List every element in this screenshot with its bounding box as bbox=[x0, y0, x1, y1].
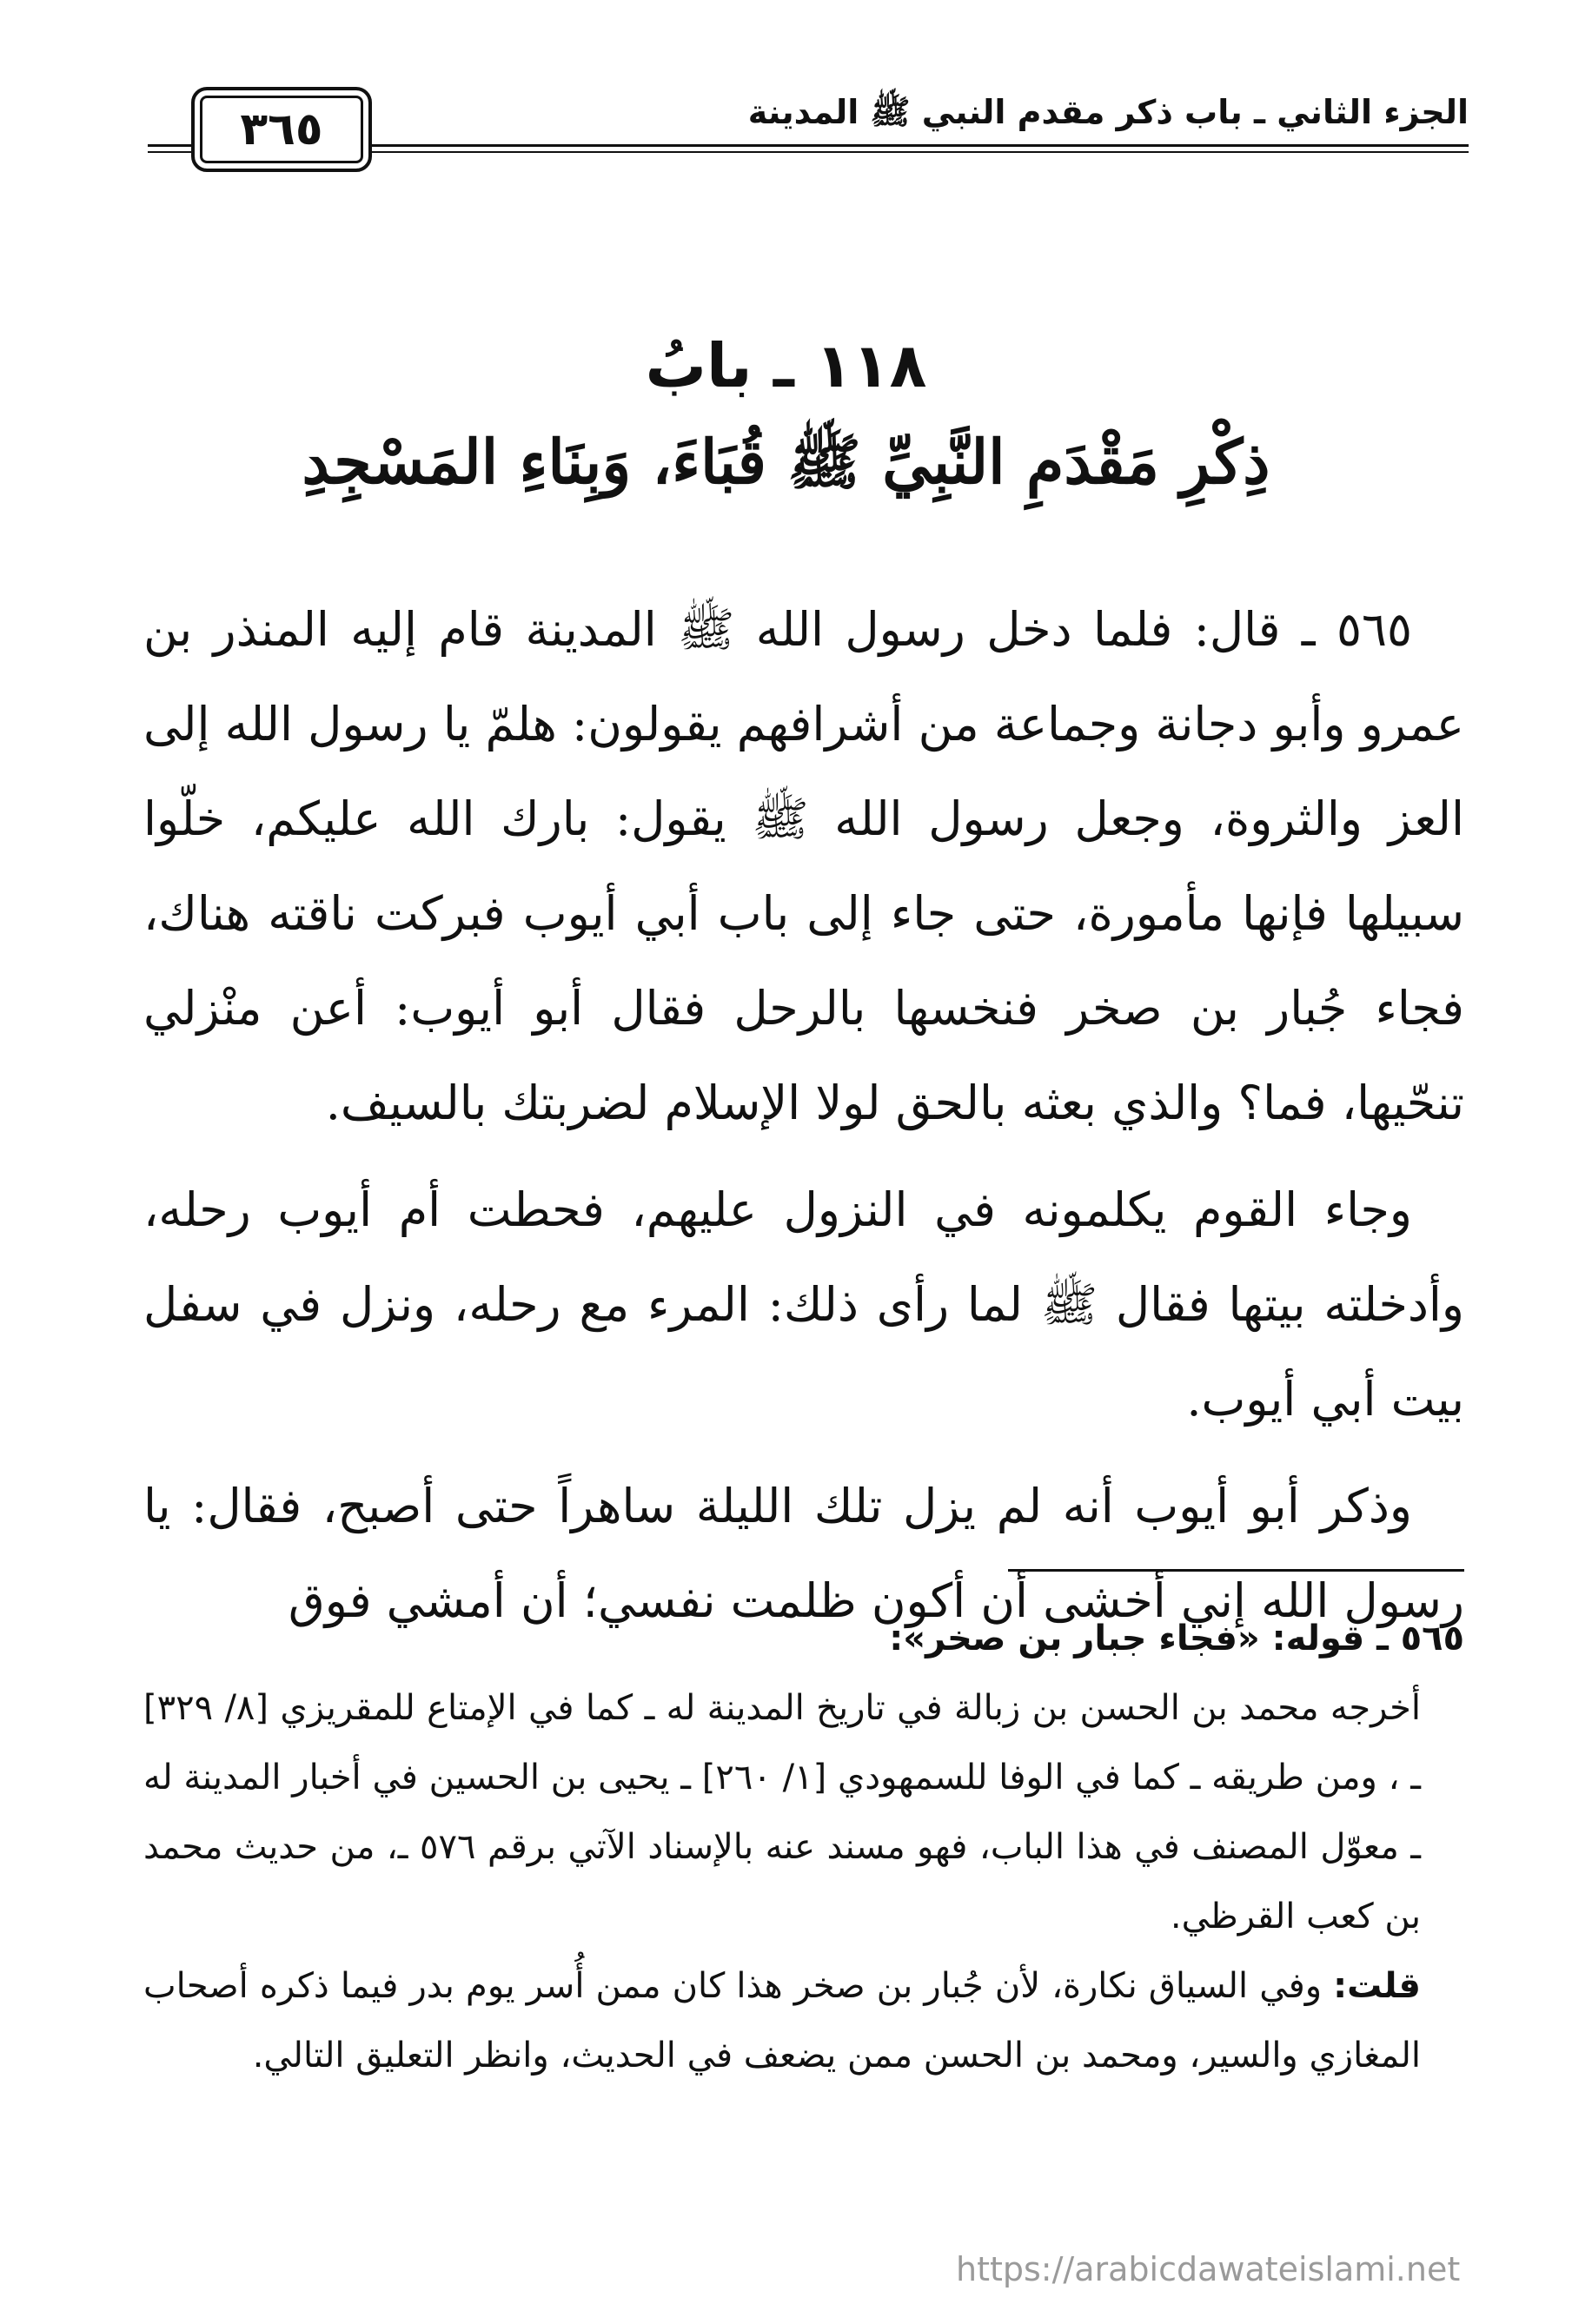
footnote-text: أخرجه محمد بن الحسن بن زبالة في تاريخ المدينة له ـ كما في الإمتاع للمقريزي [٨/ ٣٢٩] ـ ، ومن طريقه ـ كما في الوفا للسمهودي [١/ ٢٦٠] ـ يحيى بن الحسين في أخبار المدينة له ـ معوّل المصنف في هذا الباب، فهو مسند عنه بالإسناد الآتي برقم ٥٧٦ ـ، من حديث محمد بن كعب القرظي. bbox=[143, 1688, 1421, 1937]
page-number: ٣٦٥ bbox=[240, 103, 323, 156]
footnote-comment-label: قلت: bbox=[1333, 1966, 1421, 2006]
chapter-title: ذِكْرِ مَقْدَمِ النَّبِيِّ ﷺ قُبَاءَ، وَبِنَاءِ المَسْجِدِ bbox=[302, 426, 1270, 498]
footnote-comment bbox=[143, 1951, 1464, 2090]
footnotes bbox=[143, 1604, 1464, 2090]
footnote-comment-text: وفي السياق نكارة، لأن جُبار بن صخر هذا كان ممن أُسر يوم بدر فيما ذكره أصحاب المغازي والسير، ومحمد بن الحسن ممن يضعف في الحديث، وانظر التعليق التالي. bbox=[143, 1966, 1421, 2076]
running-header bbox=[148, 87, 1469, 165]
running-title: الجزء الثاني ـ باب ذكر مقدم النبي ﷺ المدينة bbox=[747, 93, 1469, 131]
footnote-heading: ٥٦٥ ـ قوله: «فجاء جبار بن صخر»: bbox=[889, 1619, 1464, 1659]
page-number-frame bbox=[191, 87, 372, 172]
watermark: https://arabicdawateislami.net bbox=[956, 2250, 1461, 2288]
chapter-number: ١١٨ ـ بابُ bbox=[645, 330, 927, 401]
footnote-separator bbox=[1008, 1569, 1464, 1572]
main-text bbox=[143, 582, 1464, 1648]
body-paragraph: وجاء القوم يكلمونه في النزول عليهم، فحطت أم أيوب رحله، وأدخلته بيتها فقال ﷺ لما رأى ذلك: المرء مع رحله، ونزل في سفل بيت أبي أيوب. bbox=[143, 1182, 1464, 1427]
body-paragraph: ٥٦٥ ـ قال: فلما دخل رسول الله ﷺ المدينة قام إليه المنذر بن عمرو وأبو دجانة وجماعة من أشرافهم يقولون: هلمّ يا رسول الله إلى العز والثروة، وجعل رسول الله ﷺ يقول: بارك الله عليكم، خلّوا سبيلها فإنها مأمورة، حتى جاء إلى باب أبي أيوب فبركت ناقته هناك، فجاء جُبار بن صخر فنخسها بالرحل فقال أبو أيوب: أعن منْزلي تنحّيها، فما؟ والذي بعثه بالحق لولا الإسلام لضربتك بالسيف. bbox=[143, 602, 1464, 1130]
body-paragraph: وذكر أبو أيوب أنه لم يزل تلك الليلة ساهراً حتى أصبح، فقال: يا رسول الله إني أخشى أن أكون ظلمت نفسي؛ أن أمشي فوق bbox=[143, 1479, 1464, 1628]
